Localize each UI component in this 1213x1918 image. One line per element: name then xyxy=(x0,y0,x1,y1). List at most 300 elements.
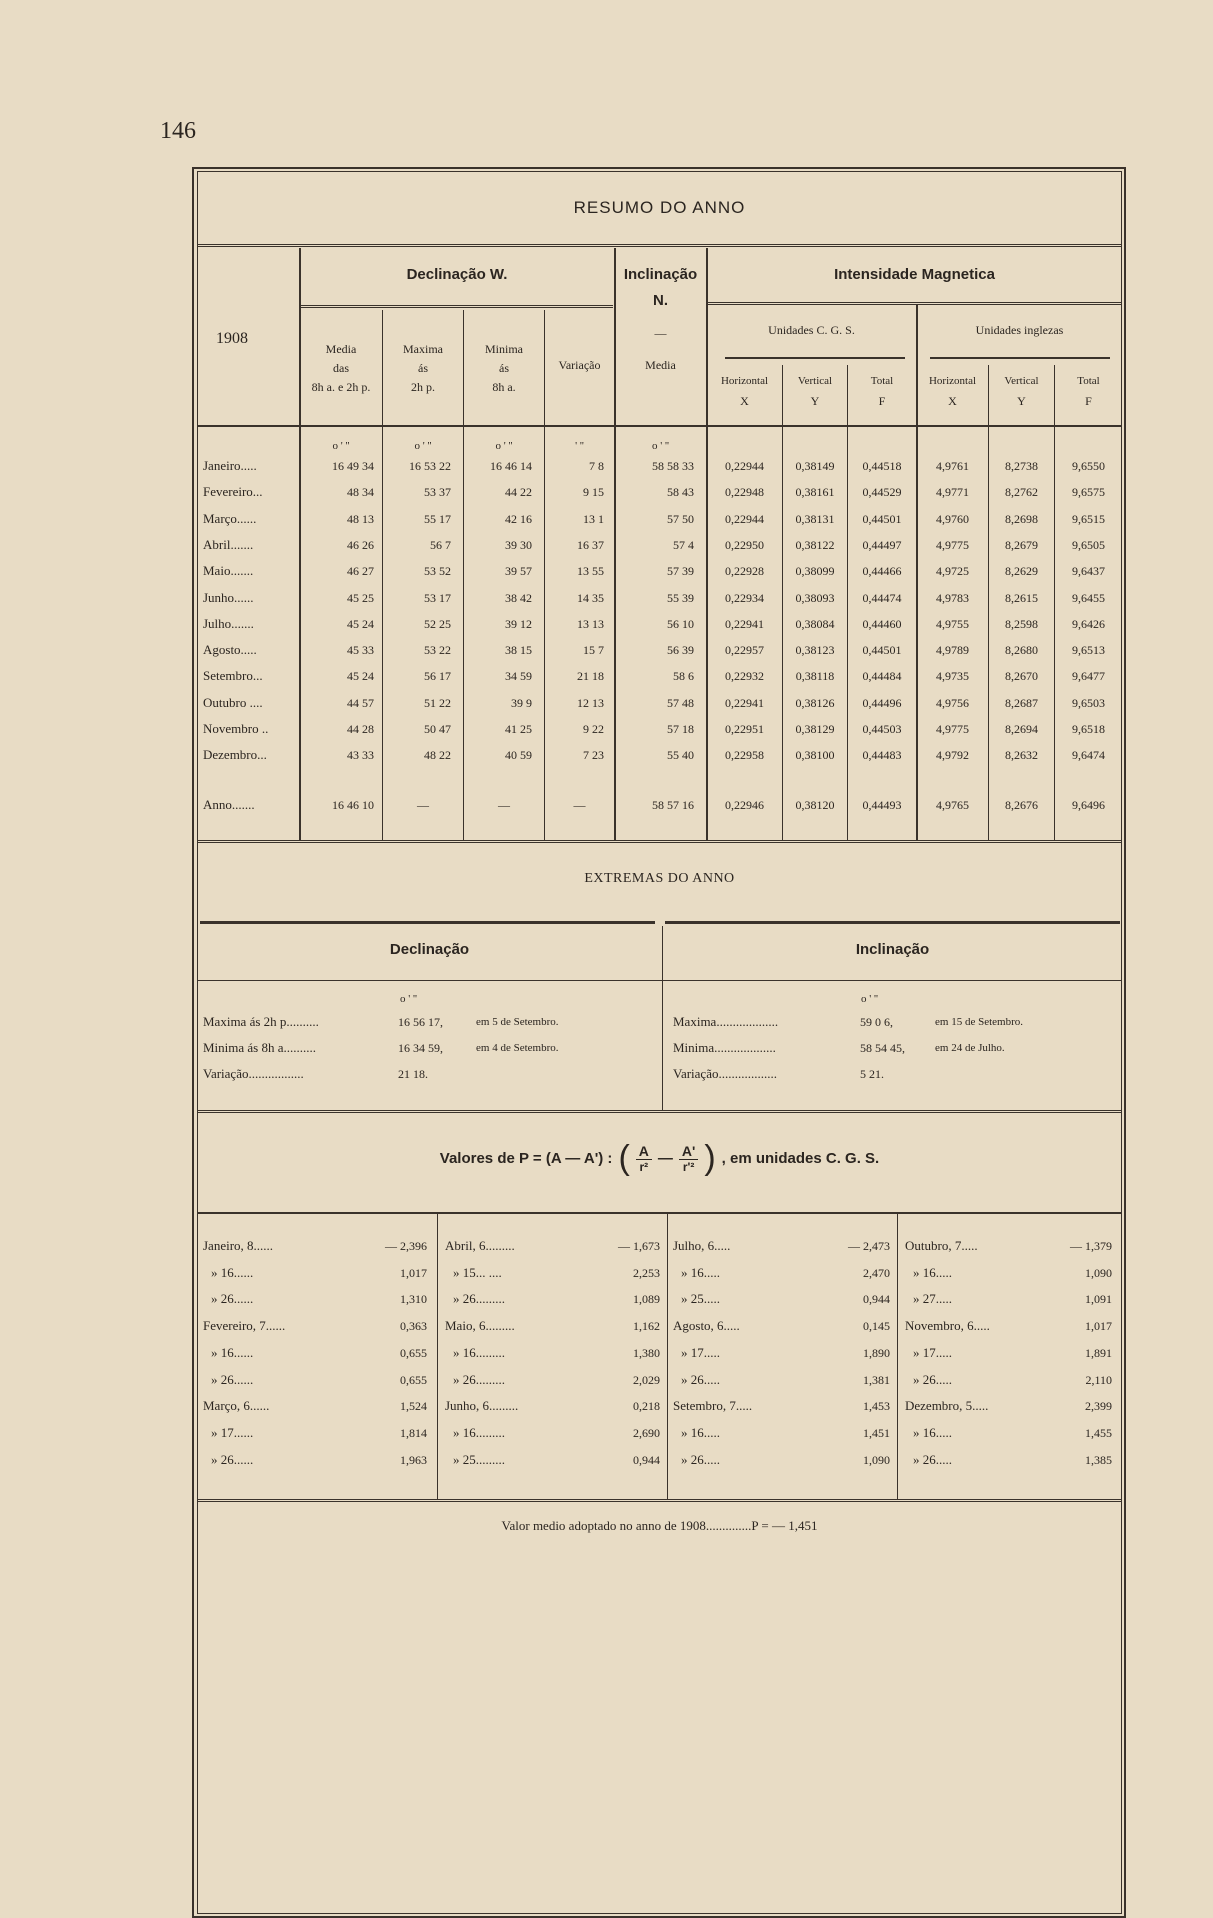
cell-ix: 4,9755 xyxy=(936,617,969,631)
cell-y: 0,38118 xyxy=(795,669,835,683)
month-label: Outubro .... xyxy=(203,695,263,710)
cell-if: 9,6477 xyxy=(1072,669,1105,683)
intensidade-header: Intensidade Magnetica xyxy=(834,266,995,283)
cell-variacao: 16 37 xyxy=(577,538,604,552)
cell-ix: 4,9792 xyxy=(936,748,969,762)
month-label: Novembro .. xyxy=(203,721,269,736)
cell-incl: 57 4 xyxy=(673,538,694,552)
valores-label: » 26..... xyxy=(681,1452,720,1467)
cell-iy: 8,2679 xyxy=(1005,538,1038,552)
valores-value: 0,655 xyxy=(400,1346,427,1360)
extrema-incl-label: Maxima................... xyxy=(673,1014,779,1029)
valores-value: 1,890 xyxy=(863,1346,890,1360)
units-label: o ' '' xyxy=(414,440,432,452)
units-label: o ' '' xyxy=(495,440,513,452)
cell-minima: 39 12 xyxy=(505,617,532,631)
valores-label: » 26..... xyxy=(913,1452,952,1467)
maxima-head: Maxima ás 2h p. xyxy=(403,342,443,394)
valores-label: Julho, 6..... xyxy=(673,1238,731,1253)
col-divider xyxy=(437,1213,438,1499)
subcol-symbol: X xyxy=(740,394,749,408)
valores-label: » 15... .... xyxy=(453,1265,502,1280)
valores-label: Fevereiro, 7...... xyxy=(203,1318,286,1333)
anno-cell-incl: 58 57 16 xyxy=(652,798,694,812)
rule xyxy=(197,980,1122,981)
units-label: o ' '' xyxy=(652,440,669,452)
formula-frac1: A r² xyxy=(636,1143,652,1174)
cell-incl: 56 39 xyxy=(667,643,694,657)
cell-maxima: 53 37 xyxy=(424,485,451,499)
valores-value: 1,385 xyxy=(1085,1453,1112,1467)
cell-minima: 42 16 xyxy=(505,512,532,526)
cell-incl: 55 40 xyxy=(667,748,694,762)
subcol-symbol: F xyxy=(878,394,886,408)
valores-value: 2,029 xyxy=(633,1373,660,1387)
cell-iy: 8,2629 xyxy=(1005,564,1038,578)
month-label: Agosto..... xyxy=(203,642,257,657)
cell-y: 0,38123 xyxy=(795,643,835,657)
cell-variacao: 7 8 xyxy=(589,459,604,473)
cell-if: 9,6455 xyxy=(1072,591,1105,605)
declinacao-header: Declinação W. xyxy=(406,266,508,283)
cell-minima: 44 22 xyxy=(505,485,532,499)
valores-label: » 16..... xyxy=(681,1425,720,1440)
cell-iy: 8,2698 xyxy=(1005,512,1038,526)
cell-variacao: 12 13 xyxy=(577,696,604,710)
cell-ix: 4,9735 xyxy=(936,669,969,683)
cell-minima: 39 30 xyxy=(505,538,532,552)
cell-maxima: 50 47 xyxy=(424,722,451,736)
cell-maxima: 52 25 xyxy=(424,617,451,631)
valores-label: » 16..... xyxy=(913,1425,952,1440)
cell-media: 45 25 xyxy=(347,591,374,605)
cell-iy: 8,2598 xyxy=(1005,617,1038,631)
cell-media: 45 24 xyxy=(347,669,374,683)
cell-variacao: 15 7 xyxy=(583,643,604,657)
cell-maxima: 53 52 xyxy=(424,564,451,578)
extrema-decl-label: Variação................. xyxy=(203,1066,304,1081)
cell-y: 0,38149 xyxy=(795,459,835,473)
cell-if: 9,6503 xyxy=(1072,696,1105,710)
extremas-title: EXTREMAS DO ANNO xyxy=(584,871,735,886)
extremas-units-incl: o ' '' xyxy=(861,993,878,1005)
cell-maxima: 16 53 22 xyxy=(409,459,451,473)
rule xyxy=(197,1212,1122,1214)
valores-value: 2,399 xyxy=(1085,1399,1112,1413)
valores-value: 1,380 xyxy=(633,1346,660,1360)
valores-value: 1,963 xyxy=(400,1453,427,1467)
cell-f: 0,44497 xyxy=(862,538,902,552)
valores-label: » 16..... xyxy=(913,1265,952,1280)
valores-label: » 16......... xyxy=(453,1345,505,1360)
valores-value: 1,524 xyxy=(400,1399,427,1413)
cell-minima: 40 59 xyxy=(505,748,532,762)
cell-x: 0,22948 xyxy=(725,485,764,499)
valores-label: » 16..... xyxy=(681,1265,720,1280)
cell-iy: 8,2670 xyxy=(1005,669,1038,683)
valores-value: 0,655 xyxy=(400,1373,427,1387)
cell-iy: 8,2680 xyxy=(1005,643,1038,657)
cell-if: 9,6513 xyxy=(1072,643,1105,657)
valores-label: Junho, 6......... xyxy=(445,1398,519,1413)
anno-cell-maxima: — xyxy=(417,798,429,812)
valores-label: » 27..... xyxy=(913,1291,952,1306)
cell-media: 48 34 xyxy=(347,485,374,499)
subcol-label: Total xyxy=(870,375,894,387)
formula-paren-close: ) xyxy=(704,1138,716,1177)
valores-label: » 26..... xyxy=(913,1372,952,1387)
cell-incl: 57 50 xyxy=(667,512,694,526)
extrema-decl-label: Maxima ás 2h p.......... xyxy=(203,1014,319,1029)
rule xyxy=(197,244,1122,248)
cell-minima: 39 57 xyxy=(505,564,532,578)
anno-cell-iy: 8,2676 xyxy=(1005,798,1038,812)
valores-label: » 26...... xyxy=(211,1372,254,1387)
valores-value: 1,090 xyxy=(1085,1266,1112,1280)
cell-ix: 4,9783 xyxy=(936,591,969,605)
inglezas-header: Unidades inglezas xyxy=(975,323,1064,337)
valores-label: » 26......... xyxy=(453,1291,505,1306)
valores-label: Agosto, 6..... xyxy=(673,1318,740,1333)
anno-cell-minima: — xyxy=(498,798,510,812)
media-head: Media das 8h a. e 2h p. xyxy=(311,342,371,394)
cell-maxima: 48 22 xyxy=(424,748,451,762)
cgs-header: Unidades C. G. S. xyxy=(768,323,855,337)
cell-iy: 8,2632 xyxy=(1005,748,1038,762)
valores-value: 2,110 xyxy=(1085,1373,1112,1387)
valores-label: » 26......... xyxy=(453,1372,505,1387)
extrema-decl-label: Minima ás 8h a.......... xyxy=(203,1040,317,1055)
rule xyxy=(197,425,1122,427)
valores-value: 1,381 xyxy=(863,1373,890,1387)
valores-label: Maio, 6......... xyxy=(445,1318,515,1333)
cell-maxima: 56 7 xyxy=(430,538,451,552)
valores-value: 1,091 xyxy=(1085,1292,1112,1306)
month-label: Abril....... xyxy=(203,537,254,552)
anno-label: Anno....... xyxy=(203,797,255,812)
valores-value: — 2,396 xyxy=(385,1239,427,1253)
cell-variacao: 9 22 xyxy=(583,722,604,736)
inclinacao-header: Inclinação xyxy=(623,266,698,283)
cell-iy: 8,2687 xyxy=(1005,696,1038,710)
cell-ix: 4,9775 xyxy=(936,722,969,736)
valores-value: 0,145 xyxy=(863,1319,890,1333)
cell-y: 0,38131 xyxy=(795,512,835,526)
cell-incl: 57 18 xyxy=(667,722,694,736)
cell-media: 48 13 xyxy=(347,512,374,526)
rule xyxy=(301,305,613,309)
units-label: ' '' xyxy=(575,440,584,452)
subcol-symbol: Y xyxy=(1017,394,1026,408)
anno-cell-y: 0,38120 xyxy=(795,798,835,812)
extrema-decl-note: em 4 de Setembro. xyxy=(476,1042,559,1054)
cell-media: 46 27 xyxy=(347,564,374,578)
valores-label: » 16......... xyxy=(453,1425,505,1440)
cell-y: 0,38129 xyxy=(795,722,835,736)
cell-ix: 4,9760 xyxy=(936,512,969,526)
cell-maxima: 56 17 xyxy=(424,669,451,683)
cell-incl: 58 43 xyxy=(667,485,694,499)
cell-f: 0,44483 xyxy=(862,748,902,762)
cell-f: 0,44460 xyxy=(862,617,902,631)
subcol-symbol: Y xyxy=(810,394,820,408)
cell-iy: 8,2694 xyxy=(1005,722,1038,736)
cell-ix: 4,9789 xyxy=(936,643,969,657)
cell-minima: 39 9 xyxy=(511,696,532,710)
cell-ix: 4,9761 xyxy=(936,459,969,473)
valores-label: » 17...... xyxy=(211,1425,254,1440)
valores-value: 1,017 xyxy=(1085,1319,1112,1333)
cell-if: 9,6518 xyxy=(1072,722,1105,736)
formula-suffix: , em unidades C. G. S. xyxy=(721,1149,880,1167)
cell-media: 44 57 xyxy=(347,696,374,710)
month-label: Julho....... xyxy=(203,616,254,631)
cell-variacao: 14 35 xyxy=(577,591,604,605)
valores-value: 0,218 xyxy=(633,1399,660,1413)
extrema-incl-note: em 15 de Setembro. xyxy=(935,1016,1023,1028)
col-divider xyxy=(667,1213,668,1499)
month-label: Março...... xyxy=(203,511,257,526)
extrema-incl-value: 58 54 45, xyxy=(860,1041,905,1055)
inclinacao-media: Media xyxy=(645,358,676,372)
valores-label: » 26..... xyxy=(681,1372,720,1387)
anno-cell-variacao: — xyxy=(573,798,586,812)
month-label: Maio....... xyxy=(203,563,254,578)
valores-value: 0,944 xyxy=(863,1292,890,1306)
subcol-symbol: F xyxy=(1085,394,1092,408)
cell-y: 0,38084 xyxy=(795,617,835,631)
cell-x: 0,22934 xyxy=(725,591,764,605)
month-label: Janeiro..... xyxy=(203,458,257,473)
anno-cell-ix: 4,9765 xyxy=(936,798,969,812)
extremas-inclinacao-title: Inclinação xyxy=(855,941,930,958)
cell-ix: 4,9771 xyxy=(936,485,969,499)
cell-variacao: 13 13 xyxy=(577,617,604,631)
valor-medio: Valor medio adoptado no anno de 1908..............P = — 1,451 xyxy=(501,1518,818,1533)
cell-incl: 56 10 xyxy=(667,617,694,631)
cell-minima: 34 59 xyxy=(505,669,532,683)
cell-x: 0,22951 xyxy=(725,722,764,736)
brace xyxy=(665,921,1120,924)
extrema-incl-value: 5 21. xyxy=(860,1067,884,1081)
valores-label: » 17..... xyxy=(681,1345,720,1360)
valores-value: 1,310 xyxy=(400,1292,427,1306)
cell-ix: 4,9775 xyxy=(936,538,969,552)
valores-value: 1,891 xyxy=(1085,1346,1112,1360)
valores-label: » 26...... xyxy=(211,1452,254,1467)
cell-media: 46 26 xyxy=(347,538,374,552)
cell-media: 44 28 xyxy=(347,722,374,736)
brace xyxy=(200,921,655,924)
inclinacao-dash: — xyxy=(654,326,667,340)
cell-variacao: 13 1 xyxy=(583,512,604,526)
subcol-label: Total xyxy=(1077,375,1100,387)
cell-incl: 58 58 33 xyxy=(652,459,694,473)
cell-f: 0,44501 xyxy=(862,512,902,526)
formula-prefix: Valores de P = (A — A') : xyxy=(439,1149,613,1167)
cell-incl: 57 48 xyxy=(667,696,694,710)
cell-f: 0,44501 xyxy=(862,643,902,657)
cell-variacao: 13 55 xyxy=(577,564,604,578)
cell-ix: 4,9725 xyxy=(936,564,969,578)
anno-cell-x: 0,22946 xyxy=(725,798,764,812)
cell-media: 16 49 34 xyxy=(332,459,374,473)
cell-f: 0,44529 xyxy=(862,485,902,499)
cell-maxima: 53 22 xyxy=(424,643,451,657)
cell-iy: 8,2615 xyxy=(1005,591,1038,605)
cell-f: 0,44496 xyxy=(862,696,902,710)
cell-f: 0,44503 xyxy=(862,722,902,736)
valores-label: » 17..... xyxy=(913,1345,952,1360)
valores-label: Abril, 6......... xyxy=(445,1238,515,1253)
anno-cell-f: 0,44493 xyxy=(862,798,902,812)
cell-incl: 57 39 xyxy=(667,564,694,578)
cell-media: 43 33 xyxy=(347,748,374,762)
valores-label: Setembro, 7..... xyxy=(673,1398,753,1413)
extrema-decl-value: 16 34 59, xyxy=(398,1041,443,1055)
brace xyxy=(930,357,1110,359)
valores-label: » 26...... xyxy=(211,1291,254,1306)
rule xyxy=(197,1110,1122,1114)
cell-minima: 38 42 xyxy=(505,591,532,605)
valores-value: 1,162 xyxy=(633,1319,660,1333)
units-label: o ' '' xyxy=(332,440,350,452)
valores-label: Dezembro, 5..... xyxy=(905,1398,989,1413)
cell-y: 0,38161 xyxy=(795,485,835,499)
cell-x: 0,22957 xyxy=(725,643,764,657)
cell-y: 0,38093 xyxy=(795,591,835,605)
valores-value: 1,455 xyxy=(1085,1426,1112,1440)
year-label: 1908 xyxy=(216,330,248,347)
formula-frac2: A' r'² xyxy=(679,1143,698,1174)
valores-value: 1,451 xyxy=(863,1426,890,1440)
extrema-incl-value: 59 0 6, xyxy=(860,1015,893,1029)
cell-minima: 38 15 xyxy=(505,643,532,657)
extremas-declinacao-title: Declinação xyxy=(389,941,470,958)
extrema-incl-label: Minima................... xyxy=(673,1040,776,1055)
valores-label: » 16...... xyxy=(211,1265,254,1280)
extrema-decl-value: 16 56 17, xyxy=(398,1015,443,1029)
page-number: 146 xyxy=(160,118,196,144)
anno-cell-media: 16 46 10 xyxy=(332,798,374,812)
valores-label: » 25..... xyxy=(681,1291,720,1306)
cell-x: 0,22944 xyxy=(725,512,764,526)
valores-value: 2,690 xyxy=(633,1426,660,1440)
month-label: Fevereiro... xyxy=(203,484,263,499)
cell-y: 0,38122 xyxy=(795,538,835,552)
month-label: Junho...... xyxy=(203,590,254,605)
cell-x: 0,22941 xyxy=(725,696,764,710)
cell-if: 9,6575 xyxy=(1072,485,1105,499)
valores-value: 0,944 xyxy=(633,1453,660,1467)
cell-x: 0,22958 xyxy=(725,748,764,762)
cell-maxima: 51 22 xyxy=(424,696,451,710)
valores-value: 1,453 xyxy=(863,1399,890,1413)
rule xyxy=(197,1499,1122,1503)
extrema-incl-label: Variação.................. xyxy=(673,1066,777,1081)
cell-if: 9,6550 xyxy=(1072,459,1105,473)
cell-if: 9,6474 xyxy=(1072,748,1105,762)
valores-value: 2,253 xyxy=(633,1266,660,1280)
cell-if: 9,6505 xyxy=(1072,538,1105,552)
month-label: Setembro... xyxy=(203,668,263,683)
subcol-symbol: X xyxy=(948,394,957,408)
valores-value: — 1,379 xyxy=(1070,1239,1112,1253)
cell-if: 9,6437 xyxy=(1072,564,1105,578)
cell-ix: 4,9756 xyxy=(936,696,969,710)
cell-f: 0,44474 xyxy=(862,591,902,605)
subcol-label: Horizontal xyxy=(720,375,769,387)
valores-formula xyxy=(197,1134,1122,1182)
valores-value: — 1,673 xyxy=(618,1239,660,1253)
cell-x: 0,22950 xyxy=(725,538,764,552)
extrema-decl-value: 21 18. xyxy=(398,1067,428,1081)
cell-if: 9,6426 xyxy=(1072,617,1105,631)
cell-iy: 8,2762 xyxy=(1005,485,1038,499)
cell-variacao: 21 18 xyxy=(577,669,604,683)
inclinacao-n: N. xyxy=(653,292,668,309)
cell-media: 45 33 xyxy=(347,643,374,657)
cell-x: 0,22944 xyxy=(725,459,764,473)
valores-value: 1,814 xyxy=(400,1426,427,1440)
extrema-decl-note: em 5 de Setembro. xyxy=(476,1016,559,1028)
variacao-head: Variação xyxy=(558,358,601,372)
rule xyxy=(197,840,1122,844)
col-divider xyxy=(897,1213,898,1499)
cell-f: 0,44466 xyxy=(862,564,902,578)
cell-x: 0,22928 xyxy=(725,564,764,578)
cell-y: 0,38100 xyxy=(795,748,835,762)
subcol-label: Vertical xyxy=(797,375,833,387)
cell-minima: 41 25 xyxy=(505,722,532,736)
valores-value: 0,363 xyxy=(400,1319,427,1333)
month-label: Dezembro... xyxy=(203,747,267,762)
valores-label: Março, 6...... xyxy=(203,1398,270,1413)
anno-cell-if: 9,6496 xyxy=(1072,798,1105,812)
cell-minima: 16 46 14 xyxy=(490,459,532,473)
extrema-incl-note: em 24 de Julho. xyxy=(935,1042,1005,1054)
valores-value: 2,470 xyxy=(863,1266,890,1280)
valores-value: — 2,473 xyxy=(848,1239,890,1253)
cell-f: 0,44518 xyxy=(862,459,902,473)
cell-f: 0,44484 xyxy=(862,669,902,683)
minima-head: Minima ás 8h a. xyxy=(485,342,523,394)
cell-if: 9,6515 xyxy=(1072,512,1105,526)
brace xyxy=(725,357,905,359)
cell-incl: 58 6 xyxy=(673,669,694,683)
valores-value: 1,017 xyxy=(400,1266,427,1280)
subcol-label: Horizontal xyxy=(928,375,977,387)
valores-label: » 25......... xyxy=(453,1452,505,1467)
valores-label: Outubro, 7..... xyxy=(905,1238,978,1253)
cell-y: 0,38126 xyxy=(795,696,835,710)
resumo-title: RESUMO DO ANNO xyxy=(573,198,746,217)
valores-label: Janeiro, 8...... xyxy=(203,1238,274,1253)
subcol-label: Vertical xyxy=(1004,375,1039,387)
cell-variacao: 9 15 xyxy=(583,485,604,499)
cell-variacao: 7 23 xyxy=(583,748,604,762)
cell-x: 0,22941 xyxy=(725,617,764,631)
extremas-units-decl: o ' '' xyxy=(400,993,417,1005)
formula-minus: — xyxy=(657,1149,673,1167)
valores-label: Novembro, 6..... xyxy=(905,1318,990,1333)
cell-media: 45 24 xyxy=(347,617,374,631)
cell-iy: 8,2738 xyxy=(1005,459,1038,473)
cell-y: 0,38099 xyxy=(795,564,835,578)
cell-maxima: 55 17 xyxy=(424,512,451,526)
valores-label: » 16...... xyxy=(211,1345,254,1360)
valores-value: 1,089 xyxy=(633,1292,660,1306)
